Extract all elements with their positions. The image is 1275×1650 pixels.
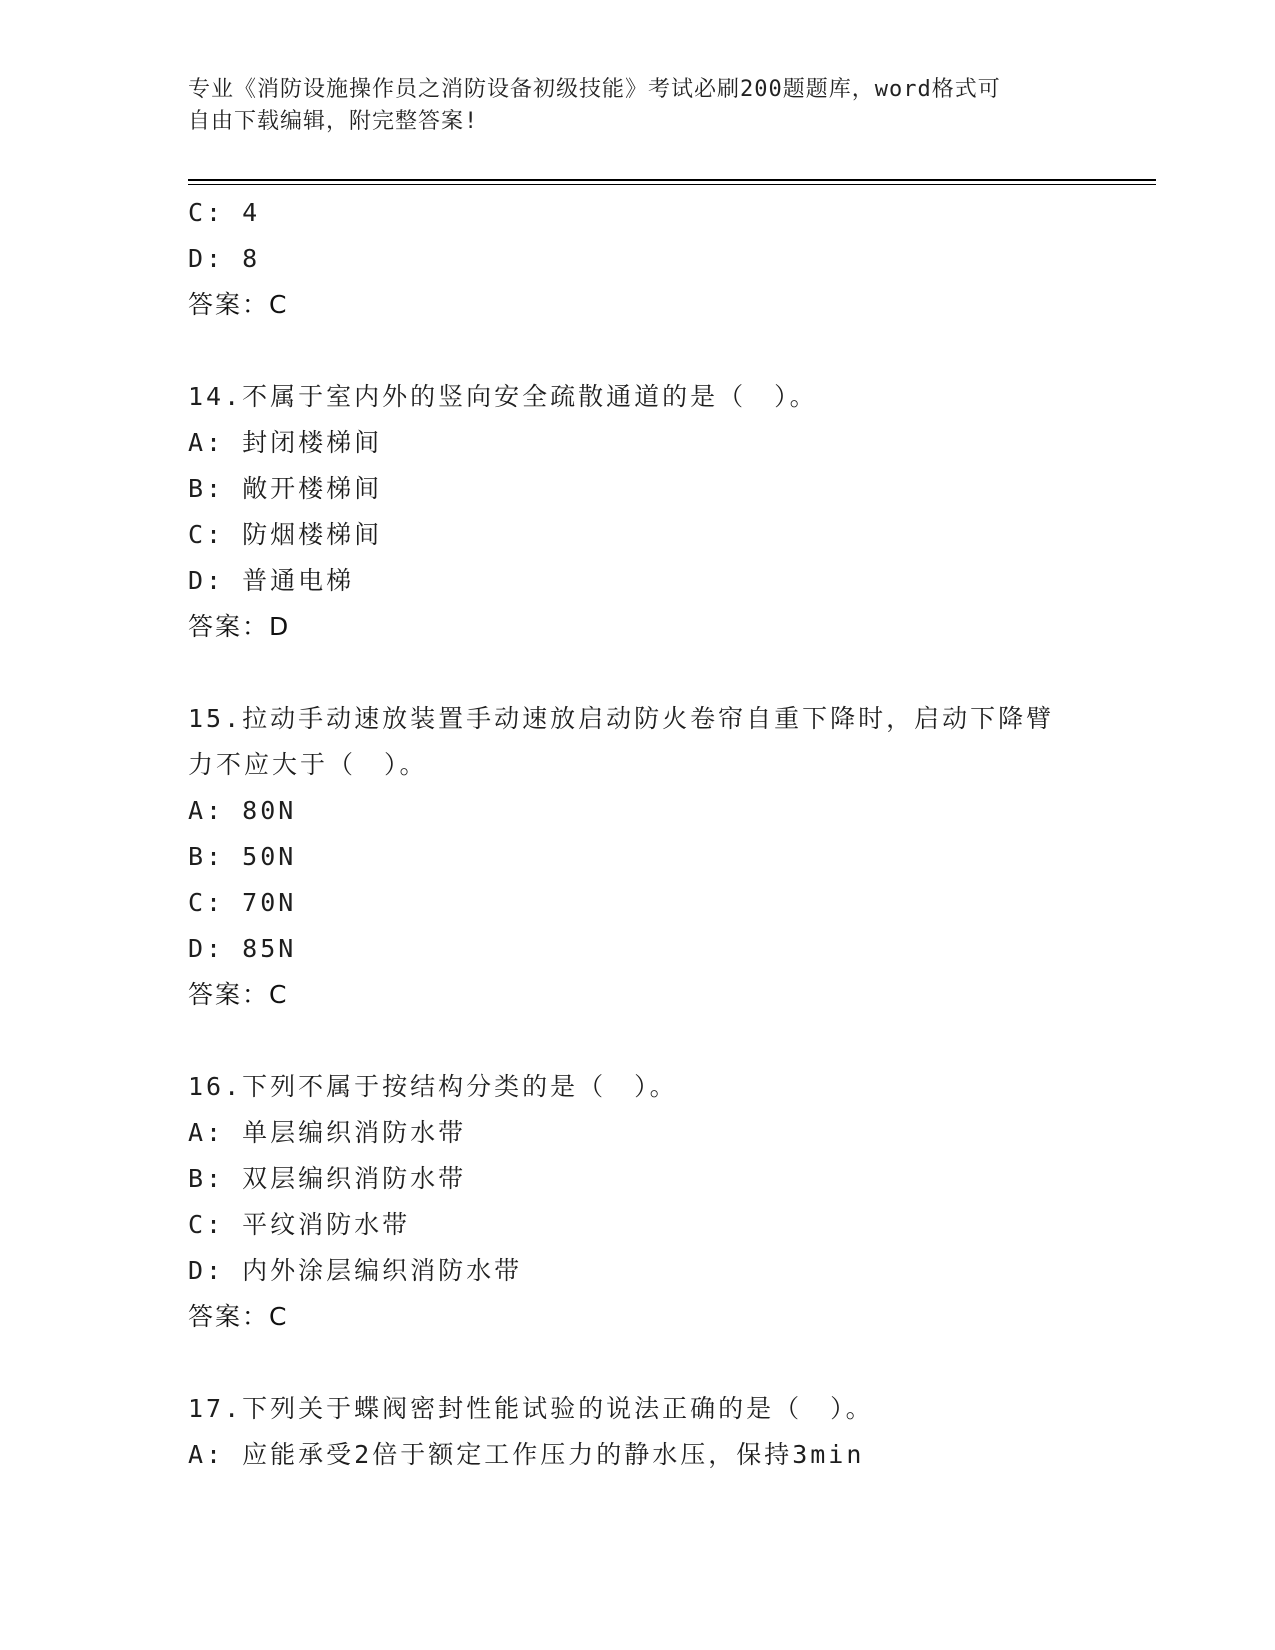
spacer [188, 1340, 1088, 1386]
spacer [188, 1018, 1088, 1064]
option-b: B: 双层编织消防水带 [188, 1164, 467, 1193]
option-d: D: 普通电梯 [188, 566, 355, 595]
question-stem: 17.下列关于蝶阀密封性能试验的说法正确的是（ ）。 [188, 1394, 874, 1423]
question-stem-line-2: 力不应大于（ ）。 [188, 750, 428, 779]
answer-line: 答案：C [188, 980, 289, 1009]
question-stem: 14.不属于室内外的竖向安全疏散通道的是（ ）。 [188, 382, 818, 411]
header-line-2: 自由下载编辑，附完整答案! [188, 109, 479, 134]
header-rule-thick [188, 179, 1156, 181]
option-d: D: 内外涂层编织消防水带 [188, 1256, 523, 1285]
option-c: C: 70N [188, 888, 297, 917]
question-stem: 16.下列不属于按结构分类的是（ ）。 [188, 1072, 678, 1101]
answer-line: 答案：D [188, 612, 291, 641]
question-16 [188, 1064, 1088, 1340]
question-list [188, 190, 1088, 1478]
option-a: A: 80N [188, 796, 297, 825]
question-17 [188, 1386, 1088, 1478]
option-d: D: 85N [188, 934, 297, 963]
question-14 [188, 374, 1088, 650]
answer-line: 答案：C [188, 290, 289, 319]
option-c: C: 防烟楼梯间 [188, 520, 383, 549]
spacer [188, 328, 1088, 374]
option-a: A: 应能承受2倍于额定工作压力的静水压，保持3min [188, 1440, 865, 1469]
document-header [188, 74, 1088, 138]
question-stem-line-1: 15.拉动手动速放装置手动速放启动防火卷帘自重下降时，启动下降臂 [188, 704, 1055, 733]
option-a: A: 封闭楼梯间 [188, 428, 383, 457]
spacer [188, 650, 1088, 696]
question-15 [188, 696, 1088, 1018]
option-b: B: 50N [188, 842, 297, 871]
header-rule-thin [188, 184, 1156, 185]
option-c: C: 平纹消防水带 [188, 1210, 411, 1239]
option-c: C: 4 [188, 198, 261, 227]
question-13-tail [188, 190, 1088, 328]
option-d: D: 8 [188, 244, 261, 273]
header-line-1: 专业《消防设施操作员之消防设备初级技能》考试必刷200题题库，word格式可 [188, 77, 1001, 102]
option-b: B: 敞开楼梯间 [188, 474, 383, 503]
answer-line: 答案：C [188, 1302, 289, 1331]
option-a: A: 单层编织消防水带 [188, 1118, 467, 1147]
